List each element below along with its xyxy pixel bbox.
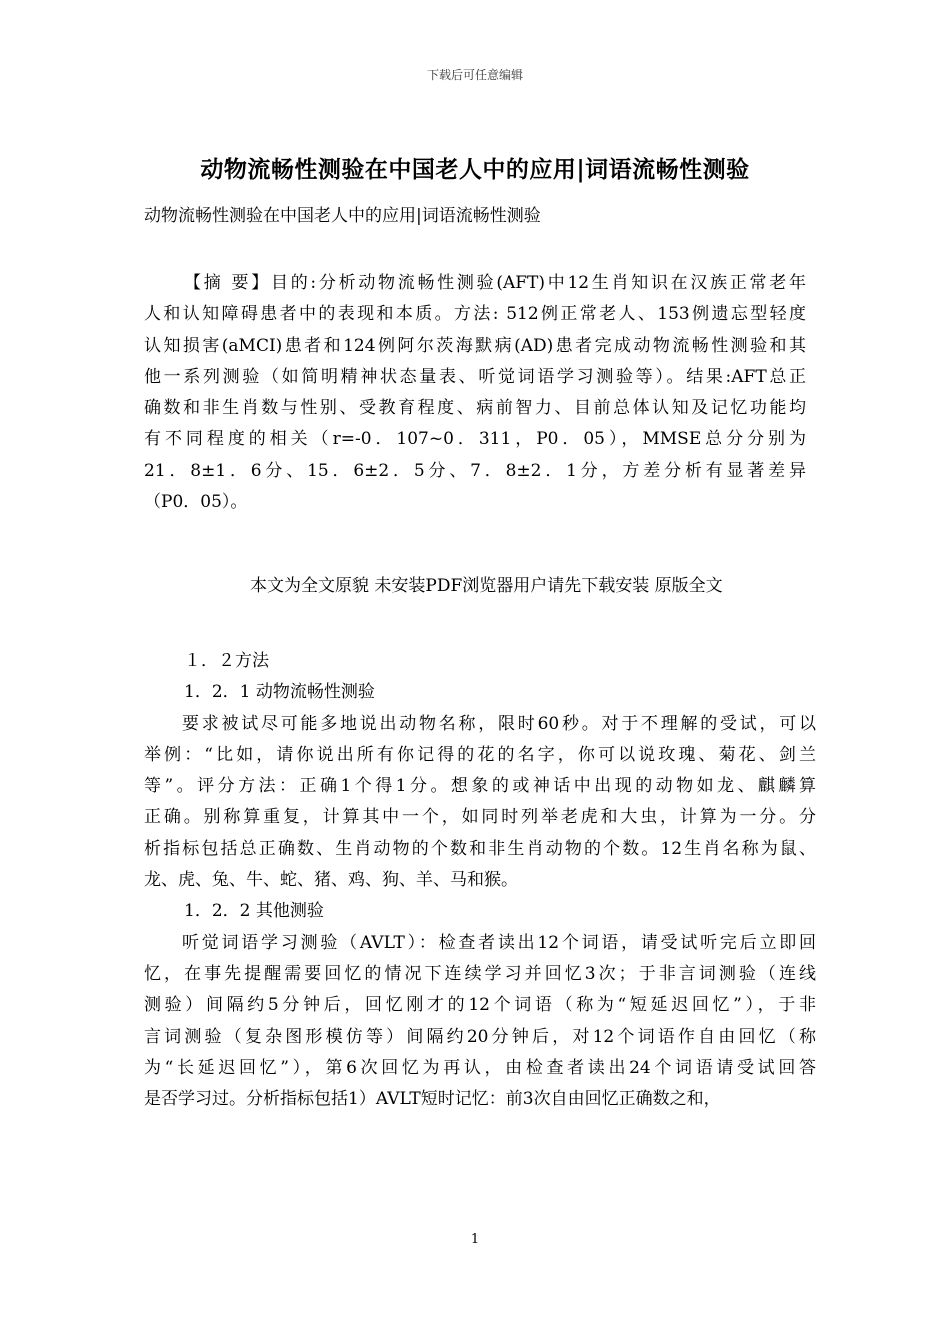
paragraph-line: 听觉词语学习测验（AVLT）：检查者读出12个词语，请受试听完后立即回 bbox=[182, 932, 816, 953]
paragraph-line: 忆，在事先提醒需要回忆的情况下连续学习并回忆3次；于非言词测验（连线 bbox=[144, 963, 816, 984]
paragraph-line: 正确。别称算重复，计算其中一个，如同时列举老虎和大虫，计算为一分。分 bbox=[144, 807, 816, 828]
abstract-line: 确数和非生肖数与性别、受教育程度、病前智力、目前总体认知及记忆功能均 bbox=[144, 398, 806, 419]
abstract bbox=[144, 268, 806, 518]
paragraph-line: 测验）间隔约5分钟后，回忆刚才的12个词语（称为“短延迟回忆”），于非 bbox=[144, 995, 816, 1016]
page-number: 1 bbox=[470, 1232, 480, 1247]
section-heading-aft: 1．2．1 动物流畅性测验 bbox=[184, 682, 375, 703]
paragraph-line: 为“长延迟回忆”），第6次回忆为再认，由检查者读出24个词语请受试回答 bbox=[144, 1057, 816, 1078]
abstract-line: 有不同程度的相关（r=-0．107~0．311，P0．05），MMSE总分分别为 bbox=[144, 429, 807, 450]
body-text bbox=[144, 646, 816, 1115]
paragraph-line: 龙、虎、兔、牛、蛇、猪、鸡、狗、羊、马和猴。 bbox=[144, 870, 518, 891]
abstract-line: 他一系列测验（如简明精神状态量表、听觉词语学习测验等）。结果:AFT总正 bbox=[144, 366, 806, 387]
section-heading-method: １．２方法 bbox=[184, 651, 269, 671]
section-heading-other: 1．2．2 其他测验 bbox=[184, 901, 324, 922]
document-title: 动物流畅性测验在中国老人中的应用|词语流畅性测验 bbox=[200, 156, 750, 183]
paragraph-line: 要求被试尽可能多地说出动物名称，限时60秒。对于不理解的受试，可以 bbox=[182, 713, 816, 734]
paragraph-line: 析指标包括总正确数、生肖动物的个数和非生肖动物的个数。12生肖名称为鼠、 bbox=[144, 838, 816, 859]
paragraph-line: 等”。评分方法：正确1个得1分。想象的或神话中出现的动物如龙、麒麟算 bbox=[144, 776, 816, 797]
paragraph-line: 言词测验（复杂图形模仿等）间隔约20分钟后，对12个词语作自由回忆（称 bbox=[144, 1026, 816, 1047]
paragraph-line: 举例：“比如，请你说出所有你记得的花的名字，你可以说玫瑰、菊花、剑兰 bbox=[144, 744, 816, 765]
abstract-line: （P0．05）。 bbox=[144, 492, 248, 513]
abstract-line: 21．8±1．6分、15．6±2．5分、7．8±2．1分，方差分析有显著差异 bbox=[144, 460, 806, 481]
paragraph-line: 是否学习过。分析指标包括1）AVLT短时记忆：前3次自由回忆正确数之和， bbox=[144, 1089, 721, 1110]
abstract-line: 人和认知障碍患者中的表现和本质。方法: 512例正常老人、153例遗忘型轻度 bbox=[144, 304, 806, 325]
download-notice: 本文为全文原貌 未安装PDF浏览器用户请先下载安装 原版全文 bbox=[250, 576, 723, 596]
header-note: 下载后可任意编辑 bbox=[426, 68, 523, 82]
abstract-line: 【摘 要】目的:分析动物流畅性测验(AFT)中12生肖知识在汉族正常老年 bbox=[184, 273, 806, 293]
abstract-line: 认知损害(aMCI)患者和124例阿尔茨海默病(AD)患者完成动物流畅性测验和其 bbox=[144, 335, 806, 356]
document-subtitle: 动物流畅性测验在中国老人中的应用|词语流畅性测验 bbox=[144, 206, 541, 226]
